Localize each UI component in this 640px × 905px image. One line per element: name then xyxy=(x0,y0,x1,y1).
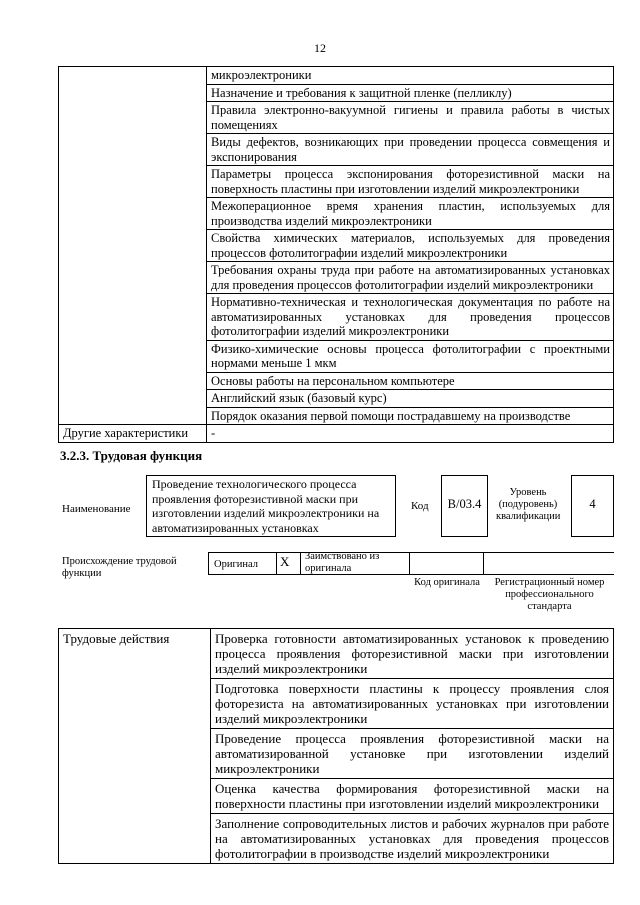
table-row: микроэлектроники xyxy=(207,67,614,85)
labor-actions-label: Трудовые действия xyxy=(59,629,211,864)
knowledge-label-cell xyxy=(59,67,207,425)
table-row: Виды дефектов, возникающих при проведении процесса совмещения и экспонирования xyxy=(207,134,614,166)
level-label: Уровень (подуровень) квалификации xyxy=(496,487,561,522)
name-label: Наименование xyxy=(62,503,131,515)
table-row: Требования охраны труда при работе на автоматизированных установках для проведения процессов фотолитографии изделий микроэлектроники xyxy=(207,262,614,294)
level-value: 4 xyxy=(589,497,596,511)
table-row: Правила электронно-вакуумной гигиены и правила работы в чистых помещениях xyxy=(207,102,614,134)
section-title: 3.2.3. Трудовая функция xyxy=(60,448,203,463)
table-row: Межоперационное время хранения пластин, используемых для производства изделий микроэлектроники xyxy=(207,198,614,230)
code-caption: Код оригинала xyxy=(414,577,480,588)
other-characteristics-value: - xyxy=(207,425,614,443)
table-row: Проверка готовности автоматизированных установок к проведению процесса проявления фоторезистивной маски при изготовлении изделий микроэлектроники xyxy=(211,629,614,679)
table-row: Назначение и требования к защитной пленке (пелликлу) xyxy=(207,84,614,102)
table-row: Свойства химических материалов, используемых для проведения процессов фотолитографии изделий микроэлектроники xyxy=(207,230,614,262)
reg-caption: Регистрационный номер профессионального стандарта xyxy=(494,577,605,612)
table-row: Заполнение сопроводительных листов и рабочих журналов при работе на автоматизированных установках для проведения процессов фотолитографии в производстве изделий микроэлектроники xyxy=(211,814,614,864)
original-label: Оригинал xyxy=(214,559,258,570)
labor-actions-table xyxy=(58,628,614,864)
name-value: Проведение технологического процесса проявления фоторезистивной маски при изготовлении изделий микроэлектроники на автоматизированных установках xyxy=(152,477,380,535)
code-label: Код xyxy=(411,500,429,512)
table-row: Параметры процесса экспонирования фоторезистивной маски на поверхность пластины при изготовлении изделий микроэлектроники xyxy=(207,166,614,198)
table-row: Подготовка поверхности пластины к процессу проявления слоя фоторезиста на автоматизированных установках при изготовлении изделий микроэлектроники xyxy=(211,679,614,729)
original-mark: X xyxy=(280,554,290,569)
table-row: Проведение процесса проявления фоторезистивной маски на автоматизированной установке при изготовлении изделий микроэлектроники xyxy=(211,729,614,779)
table-row: Оценка качества формирования фоторезистивной маски на поверхности пластины при изготовлении изделий микроэлектроники xyxy=(211,779,614,814)
other-characteristics-label: Другие характеристики xyxy=(59,425,207,443)
table-row: Английский язык (базовый курс) xyxy=(207,390,614,408)
borrowed-label: Заимствовано из оригинала xyxy=(305,551,380,574)
page-number: 12 xyxy=(314,41,326,55)
code-value: B/03.4 xyxy=(447,497,482,511)
table-row: Нормативно-техническая и технологическая документация по работе на автоматизированных установках для проведения процессов фотолитографии изделий микроэлектроники xyxy=(207,294,614,341)
knowledge-table xyxy=(58,66,614,443)
table-row: Основы работы на персональном компьютере xyxy=(207,372,614,390)
table-row: Порядок оказания первой помощи пострадавшему на производстве xyxy=(207,407,614,425)
table-row: Физико-химические основы процесса фотолитографии с проектными нормами меньше 1 мкм xyxy=(207,340,614,372)
origin-label: Происхождение трудовой функции xyxy=(62,556,177,579)
